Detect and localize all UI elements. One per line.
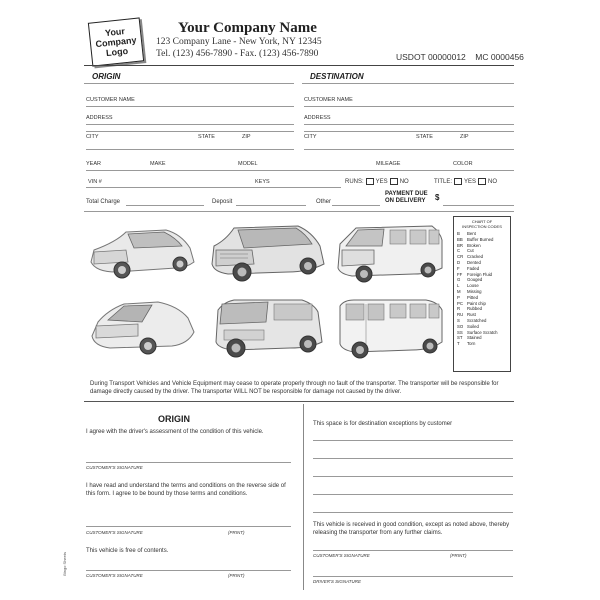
- origin-customer-signature-label-2: CUSTOMER'S SIGNATURE: [86, 530, 143, 535]
- destination-customer-name-label: CUSTOMER NAME: [304, 97, 353, 103]
- transport-disclaimer: During Transport Vehicles and Vehicle Equipment may cease to operate properly through no fault of the transporter. The transporter will be responsible for damage directly caused by the driver. The transporter WILL NOT be responsible for damage not caused by the driver.: [90, 381, 499, 395]
- header-divider: [84, 65, 514, 66]
- other-label: Other: [316, 199, 332, 205]
- legend-text: Dented: [467, 259, 481, 265]
- destination-zip-label: ZIP: [460, 134, 469, 140]
- deposit-field[interactable]: [236, 205, 306, 206]
- usdot-number: USDOT 00000012: [396, 52, 466, 62]
- driver-signature-label: DRIVER'S SIGNATURE: [313, 579, 362, 584]
- deposit-label: Deposit: [212, 199, 233, 205]
- legend-text: Torn: [467, 341, 476, 347]
- legend-text: Rubbed: [467, 306, 483, 312]
- vin-keys-field[interactable]: [86, 187, 341, 188]
- legend-code: F: [457, 265, 460, 271]
- legend-code: T: [457, 341, 460, 347]
- origin-signature-line-3[interactable]: [86, 570, 291, 571]
- origin-state-label: STATE: [198, 134, 215, 140]
- legend-code: G: [457, 277, 461, 283]
- payment-due-line-1: PAYMENT DUE: [385, 191, 428, 197]
- legend-title: [457, 219, 507, 229]
- legend-code: CR: [457, 254, 464, 260]
- destination-received-text: This vehicle is received in good condition, except as noted above, thereby releasing the transporter from any further claims.: [313, 522, 510, 536]
- origin-city-label: CITY: [86, 134, 99, 140]
- legend-code: SS: [457, 329, 463, 335]
- mileage-label: MILEAGE: [376, 161, 401, 167]
- title-yes-checkbox[interactable]: [454, 178, 462, 185]
- legend-text: Scratched: [467, 317, 487, 323]
- legend-item: [457, 341, 507, 347]
- legend-text: Surface Scratch: [467, 329, 498, 335]
- origin-customer-name-field[interactable]: [86, 106, 294, 107]
- van-rear-diagram: [334, 296, 446, 362]
- keys-label: KEYS: [255, 179, 270, 185]
- make-label: MAKE: [150, 161, 166, 167]
- logo-line-3: Logo: [105, 45, 129, 59]
- legend-text: Soiled: [467, 323, 479, 329]
- company-logo: [88, 17, 144, 66]
- legend-code: ST: [457, 335, 463, 341]
- usdot-mc-numbers: [396, 52, 524, 62]
- van-front-diagram: [334, 222, 446, 286]
- legend-code: B: [457, 231, 460, 236]
- legend-code: R: [457, 306, 461, 312]
- legend-text: Missing: [467, 288, 482, 294]
- origin-title-rule: [84, 83, 294, 84]
- title-no-checkbox[interactable]: [478, 178, 486, 185]
- legend-code: FF: [457, 271, 463, 277]
- origin-city-state-zip-field[interactable]: [86, 149, 294, 150]
- origin-address-label: ADDRESS: [86, 115, 113, 121]
- title-status-label: TITLE:: [434, 179, 453, 186]
- legend-code: RU: [457, 312, 464, 318]
- legend-text: Rust: [467, 312, 476, 318]
- legend-code: PC: [457, 300, 463, 306]
- year-make-model-field[interactable]: [86, 170, 514, 171]
- legend-title-line-1: CHART OF: [471, 219, 493, 224]
- company-phone-fax: Tel. (123) 456-7890 - Fax. (123) 456-7890: [156, 49, 319, 59]
- total-charge-label: Total Charge: [86, 199, 121, 205]
- legend-text: Bent: [467, 231, 476, 236]
- legend-text: Pitted: [467, 294, 478, 300]
- origin-title: ORIGIN: [92, 72, 121, 81]
- payment-due-on-delivery: [385, 191, 428, 205]
- legend-code: L: [457, 283, 460, 289]
- destination-state-label: STATE: [416, 134, 433, 140]
- runs-yes-label: YES: [375, 179, 388, 186]
- sedan-rear-diagram: [88, 296, 200, 358]
- origin-zip-label: ZIP: [242, 134, 251, 140]
- suv-front-diagram: [208, 220, 328, 286]
- title-yes-label: YES: [464, 179, 477, 186]
- legend-items: [457, 231, 507, 347]
- destination-address-field-2[interactable]: [304, 131, 514, 132]
- other-field[interactable]: [332, 205, 380, 206]
- destination-print-label: (PRINT): [450, 553, 467, 558]
- exceptions-line-2[interactable]: [313, 458, 513, 459]
- logo-line-2: Company: [95, 34, 137, 50]
- color-label: COLOR: [453, 161, 473, 167]
- dollar-sign: $: [435, 193, 440, 202]
- runs-group: [345, 178, 409, 185]
- origin-address-field-2[interactable]: [86, 131, 294, 132]
- legend-text: Broken: [467, 242, 481, 248]
- legend-text: Stained: [467, 335, 482, 341]
- vin-label: VIN #: [88, 179, 102, 185]
- legend-text: Gouged: [467, 277, 483, 283]
- origin-print-label-2: (PRINT): [228, 530, 245, 535]
- logo-line-1: Your: [104, 26, 126, 39]
- title-group: [434, 178, 497, 185]
- legend-text: Cracked: [467, 254, 484, 260]
- runs-no-checkbox[interactable]: [390, 178, 398, 185]
- title-no-label: NO: [488, 179, 498, 186]
- payment-due-line-2: ON DELIVERY: [385, 198, 426, 204]
- mc-number: MC 0000456: [475, 52, 524, 62]
- legend-title-line-2: INSPECTION CODES: [462, 224, 502, 229]
- origin-signature-line-2[interactable]: [86, 526, 291, 527]
- payment-due-field[interactable]: [443, 205, 514, 206]
- destination-city-state-zip-field[interactable]: [304, 149, 514, 150]
- vehicle-section-divider: [84, 211, 514, 212]
- runs-label: RUNS:: [345, 179, 364, 186]
- side-imprint: Bingo Sheets: [62, 552, 67, 576]
- origin-terms-text: I have read and understand the terms and conditions on the reverse side of this form. I agree to be bound by those terms and conditions.: [86, 483, 286, 497]
- exceptions-line-1[interactable]: [313, 440, 513, 441]
- destination-city-label: CITY: [304, 134, 317, 140]
- destination-title: DESTINATION: [310, 72, 364, 81]
- disclaimer-divider: [84, 401, 514, 402]
- legend-code: P: [457, 294, 460, 300]
- origin-customer-signature-label-1: CUSTOMER'S SIGNATURE: [86, 465, 143, 470]
- destination-address-label: ADDRESS: [304, 115, 331, 121]
- legend-code: BR: [457, 242, 463, 248]
- driver-signature-line[interactable]: [313, 576, 513, 577]
- legend-code: M: [457, 288, 461, 294]
- legend-code: S: [457, 317, 460, 323]
- destination-address-field[interactable]: [304, 124, 514, 125]
- origin-customer-signature-label-3: CUSTOMER'S SIGNATURE: [86, 573, 143, 578]
- legend-code: BB: [457, 236, 463, 242]
- legend-code: SO: [457, 323, 464, 329]
- legend-text: Cut: [467, 248, 474, 254]
- origin-customer-name-label: CUSTOMER NAME: [86, 97, 135, 103]
- bottom-origin-title: ORIGIN: [158, 414, 191, 424]
- origin-address-field[interactable]: [86, 124, 294, 125]
- exceptions-line-3[interactable]: [313, 476, 513, 477]
- total-charge-field[interactable]: [126, 205, 204, 206]
- legend-text: Faded: [467, 265, 480, 271]
- runs-no-label: NO: [399, 179, 409, 186]
- company-name: Your Company Name: [178, 20, 317, 36]
- origin-print-label-3: (PRINT): [228, 573, 245, 578]
- destination-customer-signature-label: CUSTOMER'S SIGNATURE: [313, 553, 370, 558]
- destination-customer-name-field[interactable]: [304, 106, 514, 107]
- destination-exceptions-text: This space is for destination exceptions by customer: [313, 421, 453, 427]
- legend-text: Foreign Fluid: [467, 271, 493, 277]
- model-label: MODEL: [238, 161, 258, 167]
- suv-rear-diagram: [210, 296, 328, 362]
- destination-signature-line[interactable]: [313, 550, 513, 551]
- bottom-column-divider: [303, 404, 304, 590]
- runs-yes-checkbox[interactable]: [366, 178, 374, 185]
- legend-code: C: [457, 248, 461, 254]
- inspection-codes-legend: [453, 216, 511, 372]
- destination-title-rule: [302, 83, 514, 84]
- exceptions-line-4[interactable]: [313, 494, 513, 495]
- company-address: 123 Company Lane - New York, NY 12345: [156, 37, 322, 47]
- origin-signature-line-1[interactable]: [86, 462, 291, 463]
- legend-text: Paint chip: [467, 300, 486, 306]
- exceptions-line-5[interactable]: [313, 512, 513, 513]
- year-label: YEAR: [86, 161, 101, 167]
- origin-agree-text: I agree with the driver's assessment of the condition of this vehicle.: [86, 429, 264, 435]
- sedan-front-diagram: [86, 222, 198, 282]
- legend-text: Buffer Burned: [467, 236, 494, 242]
- legend-code: D: [457, 259, 461, 265]
- legend-text: Loose: [467, 283, 479, 289]
- origin-free-contents-text: This vehicle is free of contents.: [86, 548, 169, 554]
